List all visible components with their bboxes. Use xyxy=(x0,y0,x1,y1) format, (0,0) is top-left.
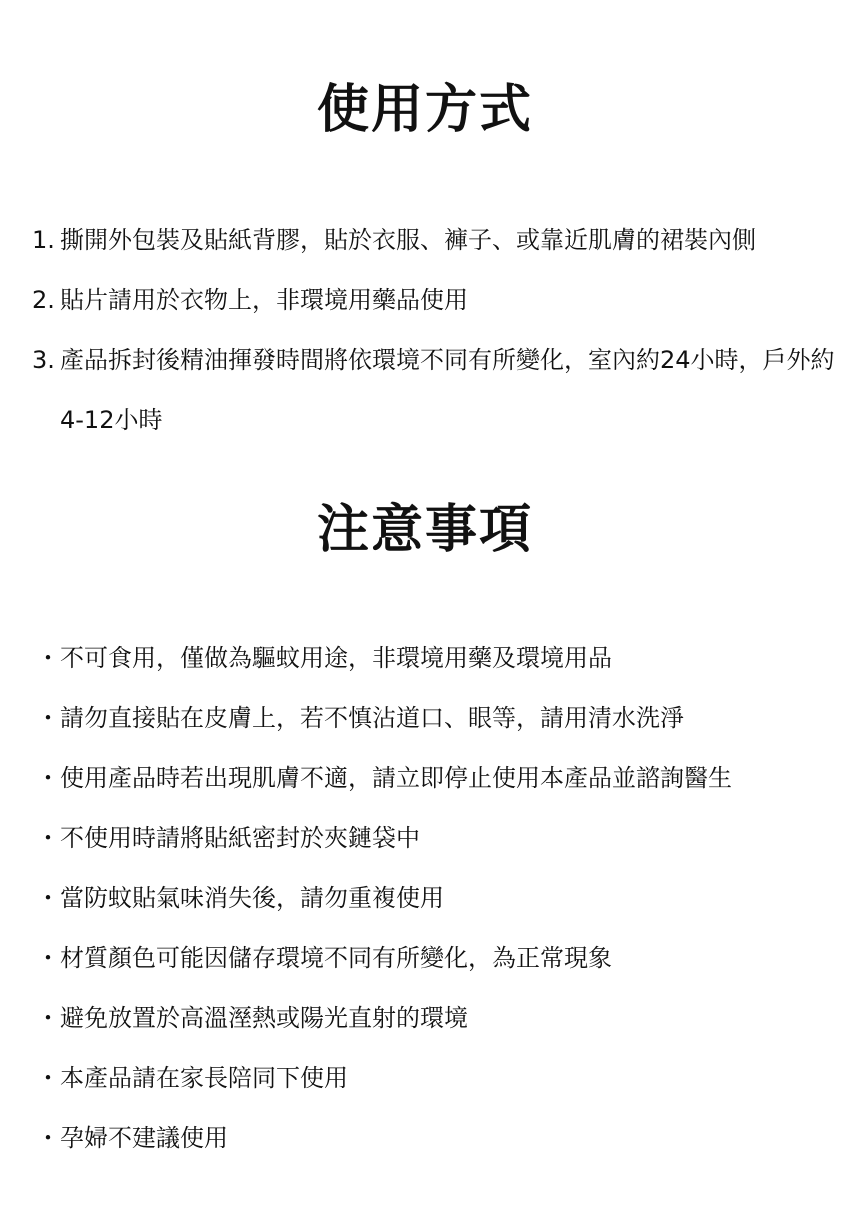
usage-section-title: 使用方式 xyxy=(316,80,533,140)
bullet-icon: ・ xyxy=(36,884,60,912)
bullet-icon: ・ xyxy=(36,764,60,792)
note-text: 孕婦不建議使用 xyxy=(60,1124,228,1152)
usage-item-number: 1. xyxy=(32,226,55,254)
note-item xyxy=(36,688,836,748)
usage-item-number: 2. xyxy=(32,286,55,314)
note-item xyxy=(36,748,836,808)
note-text: 使用產品時若出現肌膚不適，請立即停止使用本產品並諮詢醫生 xyxy=(60,764,732,792)
bullet-icon: ・ xyxy=(36,1124,60,1152)
note-item xyxy=(36,1108,836,1168)
note-text: 本產品請在家長陪同下使用 xyxy=(60,1064,348,1092)
bullet-icon: ・ xyxy=(36,1064,60,1092)
note-item xyxy=(36,988,836,1048)
bullet-icon: ・ xyxy=(36,1004,60,1032)
note-item xyxy=(36,928,836,988)
usage-list xyxy=(32,210,837,450)
usage-item-2 xyxy=(32,270,837,330)
note-text: 不使用時請將貼紙密封於夾鏈袋中 xyxy=(60,824,420,852)
note-item xyxy=(36,1048,836,1108)
note-item xyxy=(36,868,836,928)
note-text: 避免放置於高溫溼熱或陽光直射的環境 xyxy=(60,1004,468,1032)
note-text: 材質顏色可能因儲存環境不同有所變化，為正常現象 xyxy=(60,944,612,972)
usage-item-text: 撕開外包裝及貼紙背膠，貼於衣服、褲子、或靠近肌膚的裙裝內側 xyxy=(60,226,756,254)
usage-item-3 xyxy=(32,330,837,450)
note-text: 當防蚊貼氣味消失後，請勿重複使用 xyxy=(60,884,444,912)
note-text: 請勿直接貼在皮膚上，若不慎沾道口、眼等，請用清水洗淨 xyxy=(60,704,684,732)
notes-section-title: 注意事項 xyxy=(316,500,533,560)
usage-item-1 xyxy=(32,210,837,270)
note-item xyxy=(36,808,836,868)
note-text: 不可食用，僅做為驅蚊用途，非環境用藥及環境用品 xyxy=(60,644,612,672)
note-item xyxy=(36,628,836,688)
bullet-icon: ・ xyxy=(36,944,60,972)
bullet-icon: ・ xyxy=(36,644,60,672)
usage-item-text: 貼片請用於衣物上，非環境用藥品使用 xyxy=(60,286,468,314)
usage-item-number: 3. xyxy=(32,346,55,374)
bullet-icon: ・ xyxy=(36,704,60,732)
bullet-icon: ・ xyxy=(36,824,60,852)
usage-item-text: 產品拆封後精油揮發時間將依環境不同有所變化，室內約24小時，戶外約4-12小時 xyxy=(60,346,835,434)
notes-list xyxy=(36,628,836,1168)
